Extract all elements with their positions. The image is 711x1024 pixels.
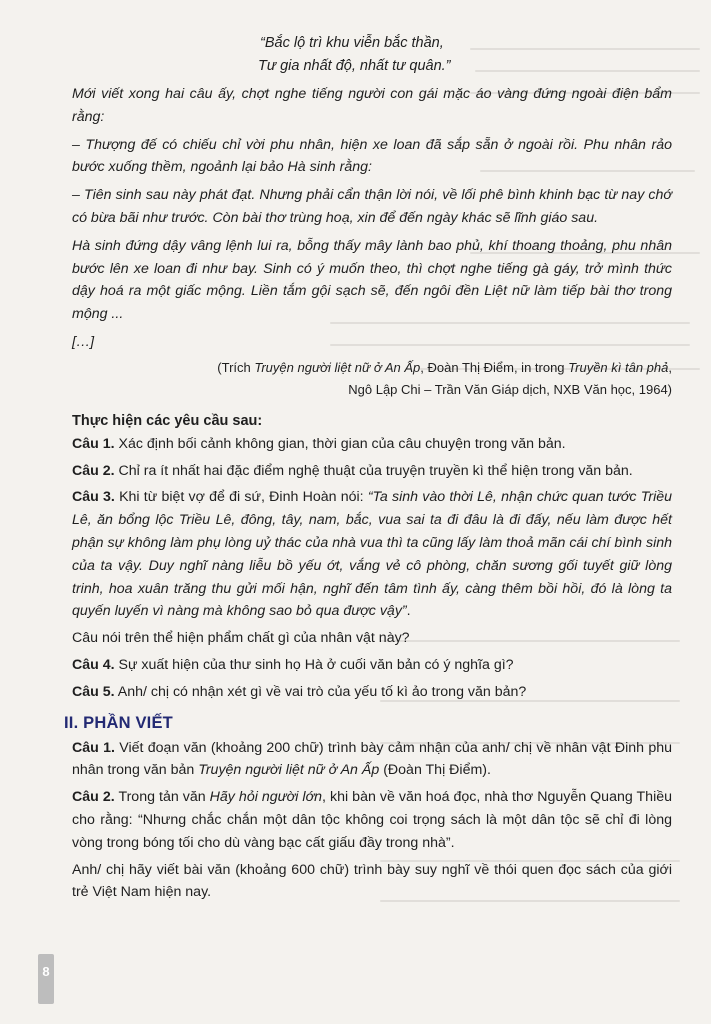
page-content — [64, 32, 673, 904]
question-5-text: Anh/ chị có nhận xét gì về vai trò của yếu tố kì ảo trong văn bản? — [114, 683, 527, 700]
citation-mid: , Đoàn Thị Điểm, in trong — [420, 359, 569, 375]
citation-end: , — [668, 359, 672, 375]
question-4-text: Sự xuất hiện của thư sinh họ Hà ở cuối văn bản có ý nghĩa gì? — [114, 656, 514, 673]
writing-question-2 — [72, 786, 672, 854]
verse-line-2: Tư gia nhất độ, nhất tư quân.” — [258, 58, 451, 74]
question-3-text: Khi từ biệt vợ để đi sứ, Đinh Hoàn nói: — [114, 489, 368, 506]
writing-question-2-a: Trong tản văn — [114, 789, 210, 806]
writing-question-2-title: Hãy hỏi người lớn — [209, 789, 323, 806]
question-5 — [72, 681, 672, 704]
writing-question-1 — [72, 737, 672, 783]
narrative-paragraph-3: – Tiên sinh sau này phát đạt. Nhưng phải cẩn thận lời nói, về lối phê bình khinh bạc từ nay chớ có bừa bãi như trước. Còn bài thơ trùng hoạ, xin để đến ngày khác sẽ lĩnh giáo sau. — [72, 187, 672, 226]
citation-open: (Trích — [217, 359, 255, 375]
question-1-text: Xác định bối cảnh không gian, thời gian của câu chuyện trong văn bản. — [114, 435, 566, 452]
writing-question-1-label: Câu 1. — [72, 739, 115, 756]
narrative-paragraph-4: Hà sinh đứng dậy vâng lệnh lui ra, bỗng thấy mây lành bao phủ, khí thoang thoảng, phu nhân bước lên xe loan đi như bay. Sinh có ý muốn theo, thì chợt nghe tiếng gà gáy, trở mình thức dậy hoá ra một giấc mộng. Liền tắm gội sạch sẽ, đến ngôi đền Liệt nữ làm tiếp bài thơ trong mộng ... — [72, 237, 672, 323]
writing-question-1-title: Truyện người liệt nữ ở An Ấp — [198, 762, 380, 779]
verse-line-1: “Bắc lộ trì khu viễn bắc thần, — [260, 35, 444, 51]
citation-title-1: Truyện người liệt nữ ở An Ấp — [254, 359, 421, 375]
writing-question-2-b: , khi bàn về văn hoá đọc, nhà thơ Nguyễn Quang Thiều cho rằng: “Nhưng chắc chắn một dân tộc không coi trọng sách là một dân tộc sẽ chỉ đi lòng vòng trong bóng tối cho dù vàng bạc cất giấu đầy trong nhà”. — [72, 789, 672, 851]
writing-question-1-end: (Đoàn Thị Điểm). — [379, 762, 491, 779]
section-2-heading: II. PHẦN VIẾT — [64, 713, 173, 732]
page-number-tab — [38, 954, 54, 1004]
question-5-label: Câu 5. — [72, 683, 115, 700]
question-2-text: Chỉ ra ít nhất hai đặc điểm nghệ thuật của truyện truyền kì thể hiện trong văn bản. — [114, 462, 633, 479]
question-4 — [72, 654, 672, 677]
page-number: 8 — [42, 964, 50, 979]
question-3-label: Câu 3. — [72, 489, 115, 506]
writing-question-2-label: Câu 2. — [72, 789, 115, 806]
question-1 — [72, 433, 672, 456]
question-3-follow: Câu nói trên thể hiện phẩm chất gì của nhân vật này? — [72, 630, 410, 647]
question-3 — [72, 486, 672, 623]
question-1-label: Câu 1. — [72, 435, 115, 452]
question-3-end: . — [406, 603, 411, 620]
narrative-paragraph-2: – Thượng đế có chiếu chỉ vời phu nhân, hiện xe loan đã sắp sẵn ở ngoài rồi. Phu nhân rảo bước xuống thềm, ngoảnh lại bảo Hà sinh rằng: — [72, 136, 672, 176]
narrative-paragraph-1: Mới viết xong hai câu ấy, chợt nghe tiếng người con gái mặc áo vàng đứng ngoài điện bẩm rằng: — [72, 86, 672, 125]
question-2 — [72, 460, 672, 483]
citation-line-2: Ngô Lập Chi – Trần Văn Giáp dịch, NXB Văn học, 1964) — [348, 381, 672, 397]
narrative-ellipsis: […] — [72, 333, 95, 350]
citation-title-2: Truyền kì tân phả — [568, 359, 669, 375]
citation-line-1 — [72, 357, 672, 379]
writing-question-2-follow: Anh/ chị hãy viết bài văn (khoảng 600 chữ) trình bày suy nghĩ về thói quen đọc sách của giới trẻ Việt Nam hiện nay. — [72, 861, 672, 901]
tasks-heading: Thực hiện các yêu cầu sau: — [72, 412, 263, 429]
question-4-label: Câu 4. — [72, 656, 115, 673]
writing-question-1-text: Viết đoạn văn (khoảng 200 chữ) trình bày cảm nhận của anh/ chị về nhân vật Đinh phu nhân trong văn bản — [72, 739, 672, 779]
question-3-quote: “Ta sinh vào thời Lê, nhận chức quan tước Triều Lê, ăn bổng lộc Triều Lê, đông, tây, nam, bắc, vua sai ta đi đâu là đi đấy, nếu làm được hết phận sự không làm phụ lòng uỷ thác của nhà vua thì ta cũng lấy làm thoả mãn cái chí bình sinh của ta vậy. Duy nghĩ nàng liễu bồ yếu ớt, vắng vẻ cô phòng, chăn sương gối tuyết giữ lòng trinh, hoa xuân trăng thu gửi mối hận, nghĩ đến tâm tình ấy, càng thêm bồi hồi, đó là lòng ta quyến luyến vì nàng mà không sao bỏ qua được vậy” — [72, 489, 673, 620]
question-2-label: Câu 2. — [72, 462, 115, 479]
